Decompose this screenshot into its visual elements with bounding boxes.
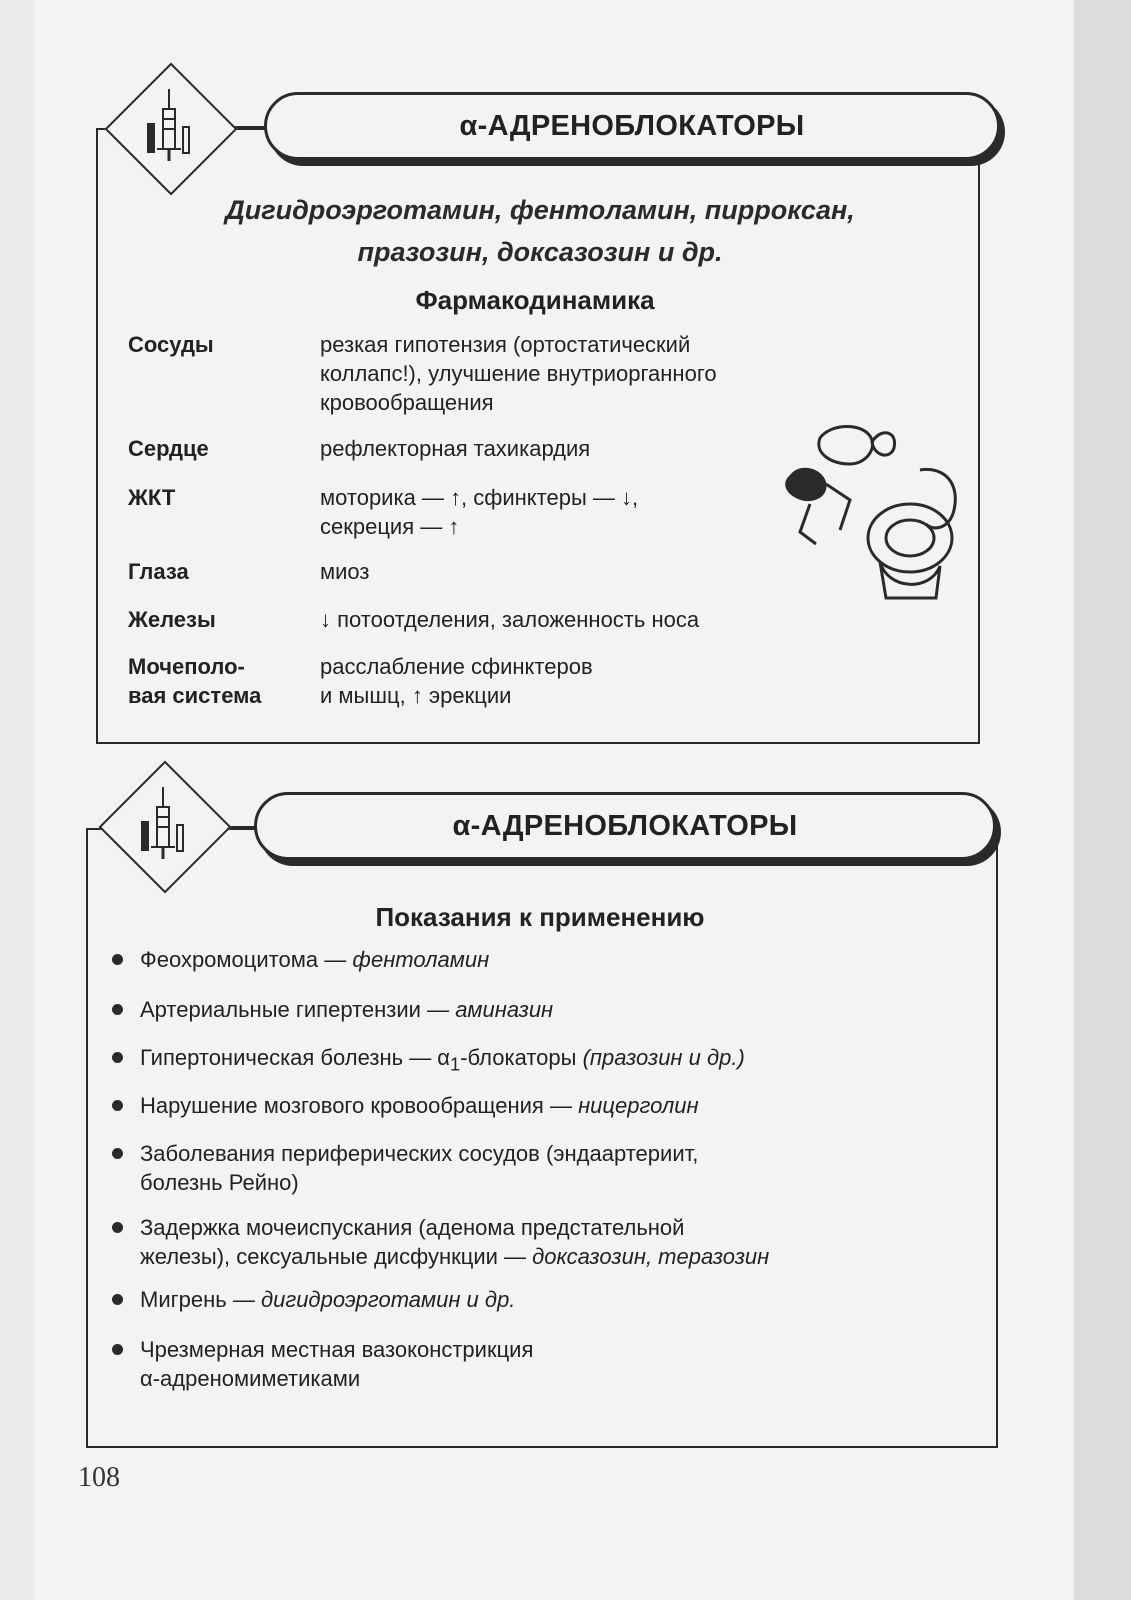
drug-list-line1: Дигидроэрготамин, фентоламин, пирроксан, <box>225 195 855 225</box>
row-value: расслабление сфинктеров и мышц, ↑ эрекции <box>320 654 593 708</box>
card1-header: α-АДРЕНОБЛОКАТОРЫ <box>264 92 1000 160</box>
row-label: Мочеполо- вая система <box>128 654 262 708</box>
row-label: Сосуды <box>128 332 214 357</box>
list-item: Задержка мочеиспускания (аденома предстательной железы), сексуальные дисфункции — доксазозин, теразозин <box>110 1213 990 1271</box>
list-item: Артериальные гипертензии — аминазин <box>110 995 990 1024</box>
section-title-pharmacodynamics: Фармакодинамика <box>415 285 655 315</box>
list-item: Феохромоцитома — фентоламин <box>110 945 990 974</box>
syringe-badge <box>104 62 234 192</box>
row-value: миоз <box>320 559 370 584</box>
row-label: ЖКТ <box>128 485 176 510</box>
toilet-illustration <box>770 420 970 610</box>
list-item: Чрезмерная местная вазоконстрикция α-адреномиметиками <box>110 1335 990 1393</box>
card2-header: α-АДРЕНОБЛОКАТОРЫ <box>254 792 996 860</box>
syringe-icon <box>133 785 193 865</box>
page-number: 108 <box>78 1462 120 1493</box>
row-value: рефлекторная тахикардия <box>320 436 591 461</box>
list-item: Гипертоническая болезнь — $\alpha_1$-блокаторы (празозин и др.) <box>110 1043 990 1078</box>
next-page-edge <box>1074 0 1131 1600</box>
row-value: резкая гипотензия (ортостатический коллапс!), улучшение внутриорганного кровообращения <box>320 332 717 415</box>
list-item: Мигрень — дигидроэрготамин и др. <box>110 1285 990 1314</box>
row-value: моторика — ↑, сфинктеры — ↓, секреция — ↑ <box>320 485 639 539</box>
row-label: Сердце <box>128 436 209 461</box>
section-title-indications: Показания к применению <box>375 902 705 932</box>
row-label: Глаза <box>128 559 189 584</box>
row-value: ↓ потоотделения, заложенность носа <box>320 607 700 632</box>
drug-list-line2: празозин, доксазозин и др. <box>357 237 723 267</box>
list-item: Нарушение мозгового кровообращения — ницерголин <box>110 1091 990 1120</box>
list-item: Заболевания периферических сосудов (эндаартериит, болезнь Рейно) <box>110 1139 990 1197</box>
syringe-badge <box>98 760 228 890</box>
row-label: Железы <box>128 607 216 632</box>
syringe-icon <box>139 87 199 167</box>
